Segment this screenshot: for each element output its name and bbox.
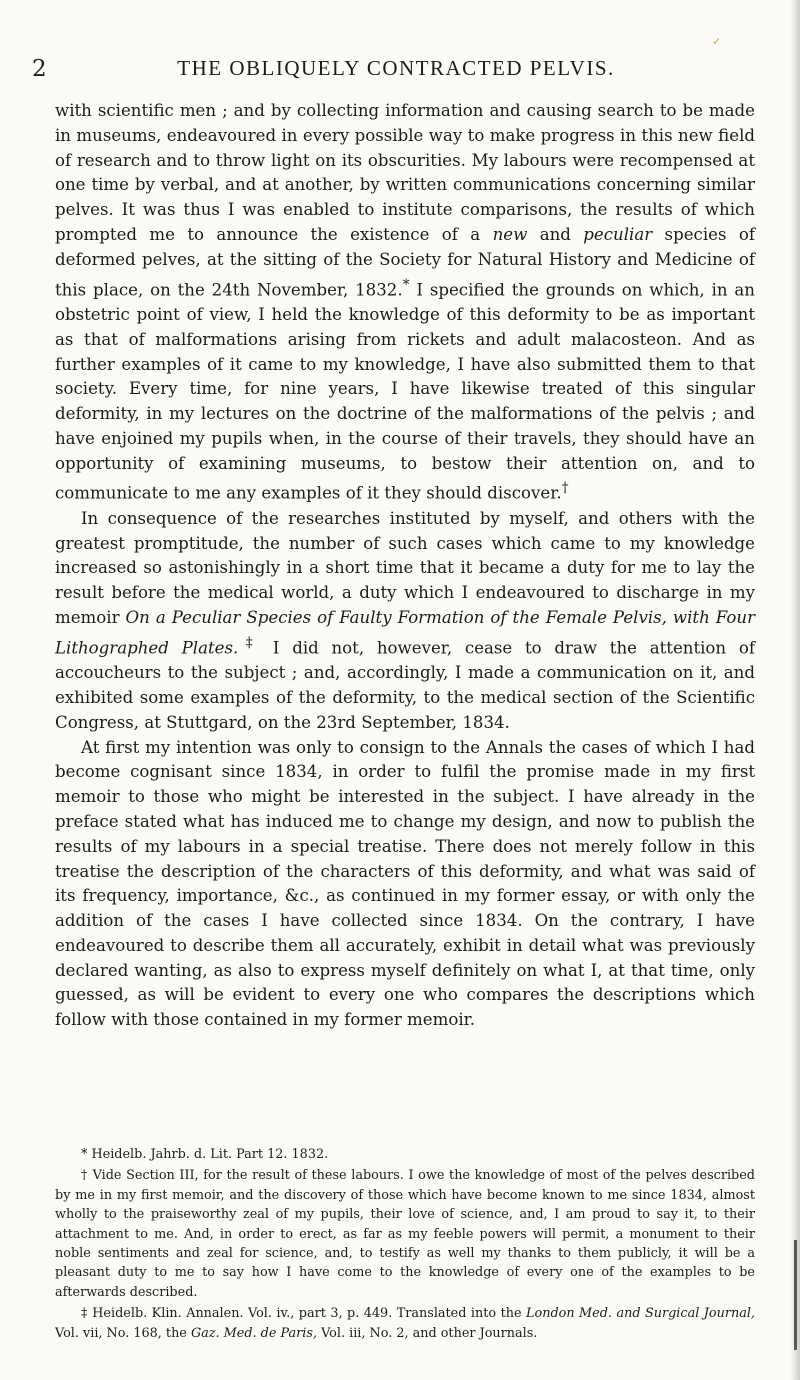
paragraph-2-end: I did not, however, cease to draw the attention of accoucheurs to the subject ; and, accordingly, I made a communication on it, and exhibited some examples of the deformity, to the medical section of the Scientific Congress, at Stuttgard, on the 23rd September, 1834. — [55, 638, 755, 732]
paragraph-1-start: with scientific men ; and by collecting information and causing search to be made in museums, endeavoured in every possible way to make progress in this new field of research and to throw light on its obscurities. My labours were recompensed at one time by verbal, and at another, by written communications concerning similar pelves. It was thus I was enabled to institute comparisons, the results of which prompted me to announce the existence of a — [55, 101, 755, 244]
footnote-ref-3: ‡ — [238, 634, 261, 651]
gazette-title: Gaz. Med. de Paris, — [190, 1325, 318, 1341]
paragraph-1 — [55, 99, 755, 507]
paragraph-3: At first my intention was only to consign to the Annals the cases of which I had become cognisant since 1834, in order to fulfil the promise made in my first memoir to those who might be interested in the subject. I have already in the preface stated what has induced me to change my design, and now to publish the results of my labours in a special treatise. There does not merely follow in this treatise the description of the characters of this deformity, and what was said of its frequency, importance, &c., as continued in my former essay, or with only the addition of the cases I have collected since 1834. On the contrary, I have endeavoured to describe them all accurately, exhibit in detail what was previously declared wanting, as also to express myself definitely on what I, at that time, only guessed, as will be evident to every one who compares the descriptions which follow with those contained in my former memoir. — [55, 737, 755, 1030]
emphasis-new: new — [492, 224, 528, 244]
ink-speck: ✓ — [712, 35, 722, 48]
paragraph-1-end: I specified the grounds on which, in an obstetric point of view, I held the knowledge of this deformity to be as important as that of malformations arising from rickets and adult malacosteon. And as further examples of it came to my knowledge, I have also submitted them to that society. Every time, for nine years, I have likewise treated of this singular deformity, in my lectures on the doctrine of the malformations of the pelvis ; and have enjoined my pupils when, in the course of their travels, they should have an opportunity of examining museums, to bestow their attention on, and to communicate to me any examples of it they should discover. — [55, 280, 755, 504]
footnote-1: * Heidelb. Jahrb. d. Lit. Part 12. 1832. — [81, 1147, 329, 1162]
running-title: THE OBLIQUELY CONTRACTED PELVIS. — [177, 56, 615, 80]
page-header — [32, 56, 760, 90]
footnote-3 — [55, 1304, 755, 1343]
footnote-3-end: Vol. iii, No. 2, and other Journals. — [317, 1325, 538, 1341]
memoir-title: On a Peculiar Species of Faulty Formation of the Female Pelvis, with Four Lithographed Plates. — [55, 608, 756, 658]
journal-title: London Med. and Surgical Journal, — [526, 1306, 755, 1322]
emphasis-peculiar: peculiar — [583, 224, 653, 244]
paragraph-1-middle: species of deformed pelves, at the sitting of the Society for Natural History and Medicine of this place, on the 24th November, 1832. — [55, 224, 755, 300]
footnote-ref-1: * — [402, 276, 410, 293]
footnote-3-start: ‡ Heidelb. Klin. Annalen. Vol. iv., part 3, p. 449. Translated into the — [81, 1306, 526, 1322]
footnote-ref-2: † — [561, 480, 569, 497]
paragraph-2 — [55, 507, 755, 736]
footnote-3-middle: Vol. vii, No. 168, the — [55, 1325, 191, 1341]
footnotes — [55, 1145, 755, 1345]
binding-edge-mark — [794, 1240, 797, 1350]
footnote-2: † Vide Section III, for the result of these labours. I owe the knowledge of most of the pelves described by me in my first memoir, and the discovery of those which have become known to me since 1834, almost wholly to the praiseworthy zeal of my pupils, their love of science, and, I am proud to say it, to their attachment to me. And, in order to erect, as far as my feeble powers will permit, a monument to their noble sentiments and zeal for science, and, to testify as well my thanks to them publicly, it will be a pleasant duty to me to say how I have come to the knowledge of every one of the examples to be afterwards described. — [55, 1168, 755, 1300]
page-number: 2 — [32, 56, 48, 82]
paragraph-2-start: In consequence of the researches instituted by myself, and others with the greatest promptitude, the number of such cases which came to my knowledge increased so astonishingly in a short time that it became a duty for me to lay the result before the medical world, a duty which I endeavoured to discharge in my memoir — [55, 508, 755, 627]
page-edge-shadow — [790, 0, 800, 1380]
body-text — [55, 99, 755, 1033]
conjunction: and — [527, 224, 584, 244]
